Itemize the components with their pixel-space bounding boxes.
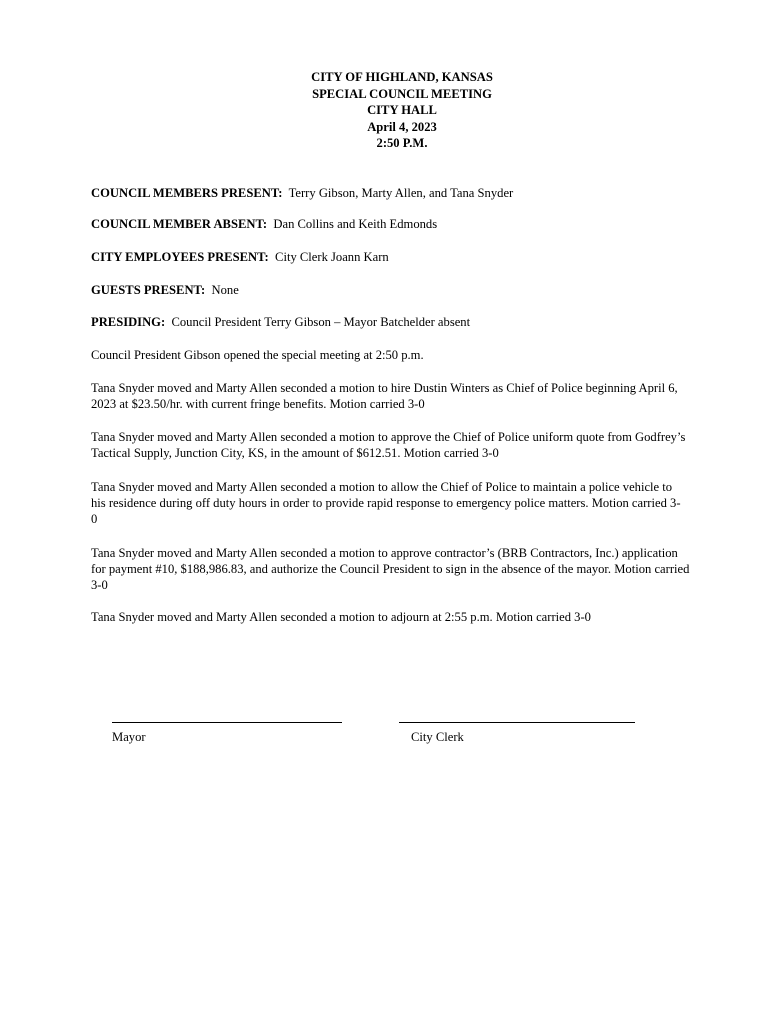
employees-present [91,249,389,265]
meeting-time: 2:50 P.M. [376,136,428,151]
city-name: CITY OF HIGHLAND, KANSAS [311,70,493,84]
motion-adjourn: Tana Snyder moved and Marty Allen seconded a motion to adjourn at 2:55 p.m. Motion carried 3-0 [91,610,591,624]
members-present-value: Terry Gibson, Marty Allen, and Tana Snyder [288,186,514,200]
members-present [91,185,513,201]
presiding-label: PRESIDING: [91,315,166,329]
employees-present-value: City Clerk Joann Karn [275,250,389,264]
presiding [91,314,470,330]
motion-uniform-quote: Tana Snyder moved and Marty Allen seconded a motion to approve the Chief of Police uniform quote from Godfrey’s Tactical Supply, Junction City, KS, in the amount of $612.51. Motion carried 3-0 [91,430,686,460]
employees-present-label: CITY EMPLOYEES PRESENT: [91,250,269,264]
mayor-signature-line [112,710,342,723]
guests-present-label: GUESTS PRESENT: [91,283,206,297]
guests-present-value: None [211,283,239,297]
opening-statement: Council President Gibson opened the special meeting at 2:50 p.m. [91,348,424,362]
mayor-label: Mayor [112,730,146,744]
clerk-signature-line [399,710,635,723]
presiding-value: Council President Terry Gibson – Mayor Batchelder absent [171,315,471,329]
guests-present [91,282,239,298]
member-absent [91,216,437,232]
meeting-location: CITY HALL [367,103,437,118]
members-present-label: COUNCIL MEMBERS PRESENT: [91,186,283,200]
mayor-signature-block [112,710,342,745]
motion-police-vehicle: Tana Snyder moved and Marty Allen seconded a motion to allow the Chief of Police to maintain a police vehicle to his residence during off duty hours in order to provide rapid response to emergency police matters. Motion carried 3-0 [91,480,681,526]
clerk-label: City Clerk [411,730,464,744]
member-absent-value: Dan Collins and Keith Edmonds [273,217,438,231]
document-header [0,69,770,152]
member-absent-label: COUNCIL MEMBER ABSENT: [91,217,268,231]
motion-contractor-payment: Tana Snyder moved and Marty Allen seconded a motion to approve contractor’s (BRB Contractors, Inc.) application for payment #10, $188,986.83, and authorize the Council President to sign in the absence of the mayor. Motion carried 3-0 [91,546,690,592]
clerk-signature-block [399,710,635,745]
meeting-type: SPECIAL COUNCIL MEETING [312,86,492,101]
meeting-date: April 4, 2023 [367,119,437,134]
motion-hire-chief: Tana Snyder moved and Marty Allen seconded a motion to hire Dustin Winters as Chief of Police beginning April 6, 2023 at $23.50/hr. with current fringe benefits. Motion carried 3-0 [91,381,678,411]
